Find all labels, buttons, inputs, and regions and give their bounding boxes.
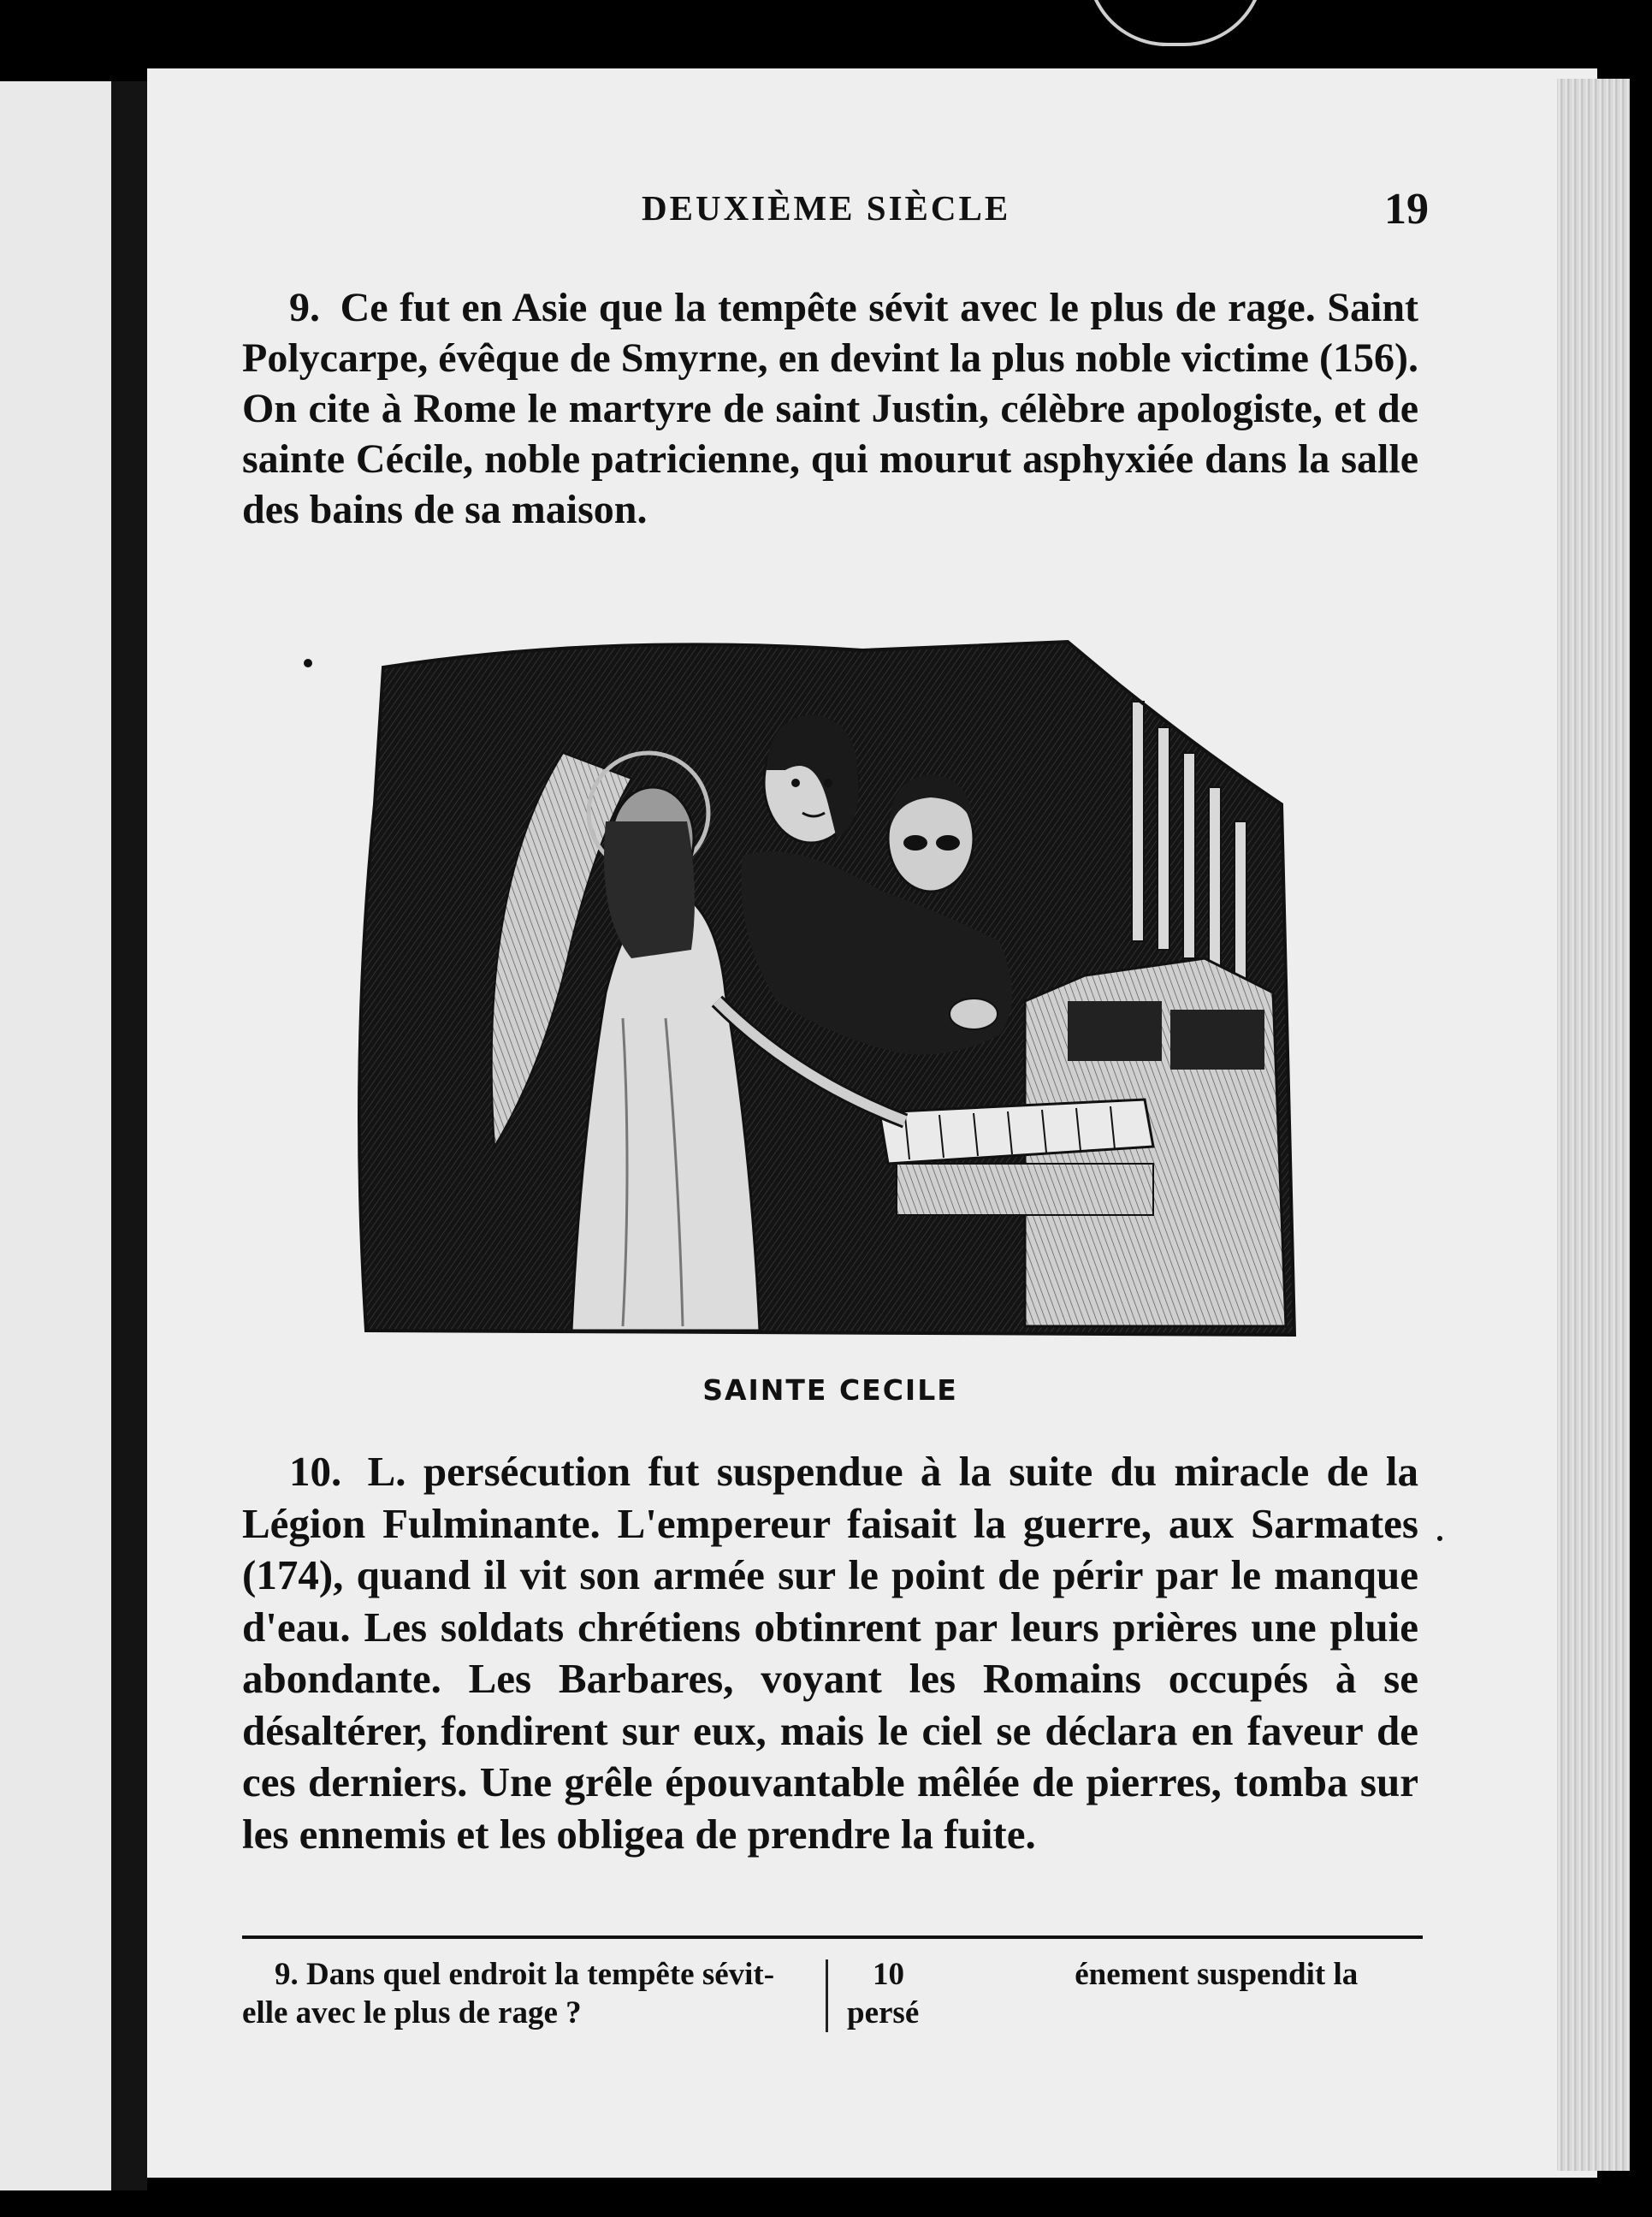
question-9-text: 9. Dans quel endroit la tempête sévit-elle avec le plus de rage ?: [242, 1957, 775, 2030]
running-head: DEUXIÈME SIÈCLE: [642, 188, 1011, 228]
footnote-rule: [242, 1935, 1423, 1939]
book-gutter: [111, 81, 147, 2190]
question-10: [847, 1955, 1420, 2032]
question-10-start: 10: [873, 1957, 904, 1992]
paragraph-9-number: 9.: [289, 285, 320, 330]
paragraph-10-text: L. persécution fut suspendue à la suite du miracle de la Légion Fulminante. L'empereur faisait la guerre, aux Sarmates (174), quand il vit son armée sur le point de périr par le manque d'eau. Les soldats chrétiens obtinrent par leurs prières une pluie abondante. Les Barbares, voyant les Romains occupés à se désaltérer, fondirent sur eux, mais le ciel se déclara en faveur de ces derniers. Une grêle épouvantable mêlée de pierres, tomba sur les ennemis et les obligea de prendre la fuite.: [242, 1448, 1418, 1858]
question-10-end: persé: [847, 1995, 920, 2030]
question-10-mid: énement suspendit la: [1075, 1957, 1359, 1992]
question-column-divider: [826, 1959, 828, 2032]
ink-speck: [304, 659, 312, 667]
paragraph-10-number: 10.: [289, 1448, 342, 1495]
binding-ring: [1087, 0, 1264, 46]
paragraph-9: [242, 282, 1418, 535]
paragraph-10: [242, 1446, 1418, 1860]
page-edge-stack: [1557, 79, 1630, 2171]
ink-speck: [1437, 1536, 1442, 1541]
page-number: 19: [1384, 185, 1429, 234]
illustration-caption: SAINTE CECILE: [702, 1373, 958, 1407]
page-header: [240, 184, 1429, 244]
question-9: [242, 1955, 815, 2032]
left-facing-page: [0, 81, 111, 2190]
sainte-cecile-engraving: [349, 633, 1312, 1343]
paragraph-9-text: Ce fut en Asie que la tempête sévit avec le plus de rage. Saint Polycarpe, évêque de Smyrne, en devint la plus noble victime (156). On cite à Rome le martyre de saint Justin, célèbre apologiste, et de sainte Cécile, noble patricienne, qui mourut asphyxiée dans la salle des bains de sa maison.: [242, 285, 1419, 532]
